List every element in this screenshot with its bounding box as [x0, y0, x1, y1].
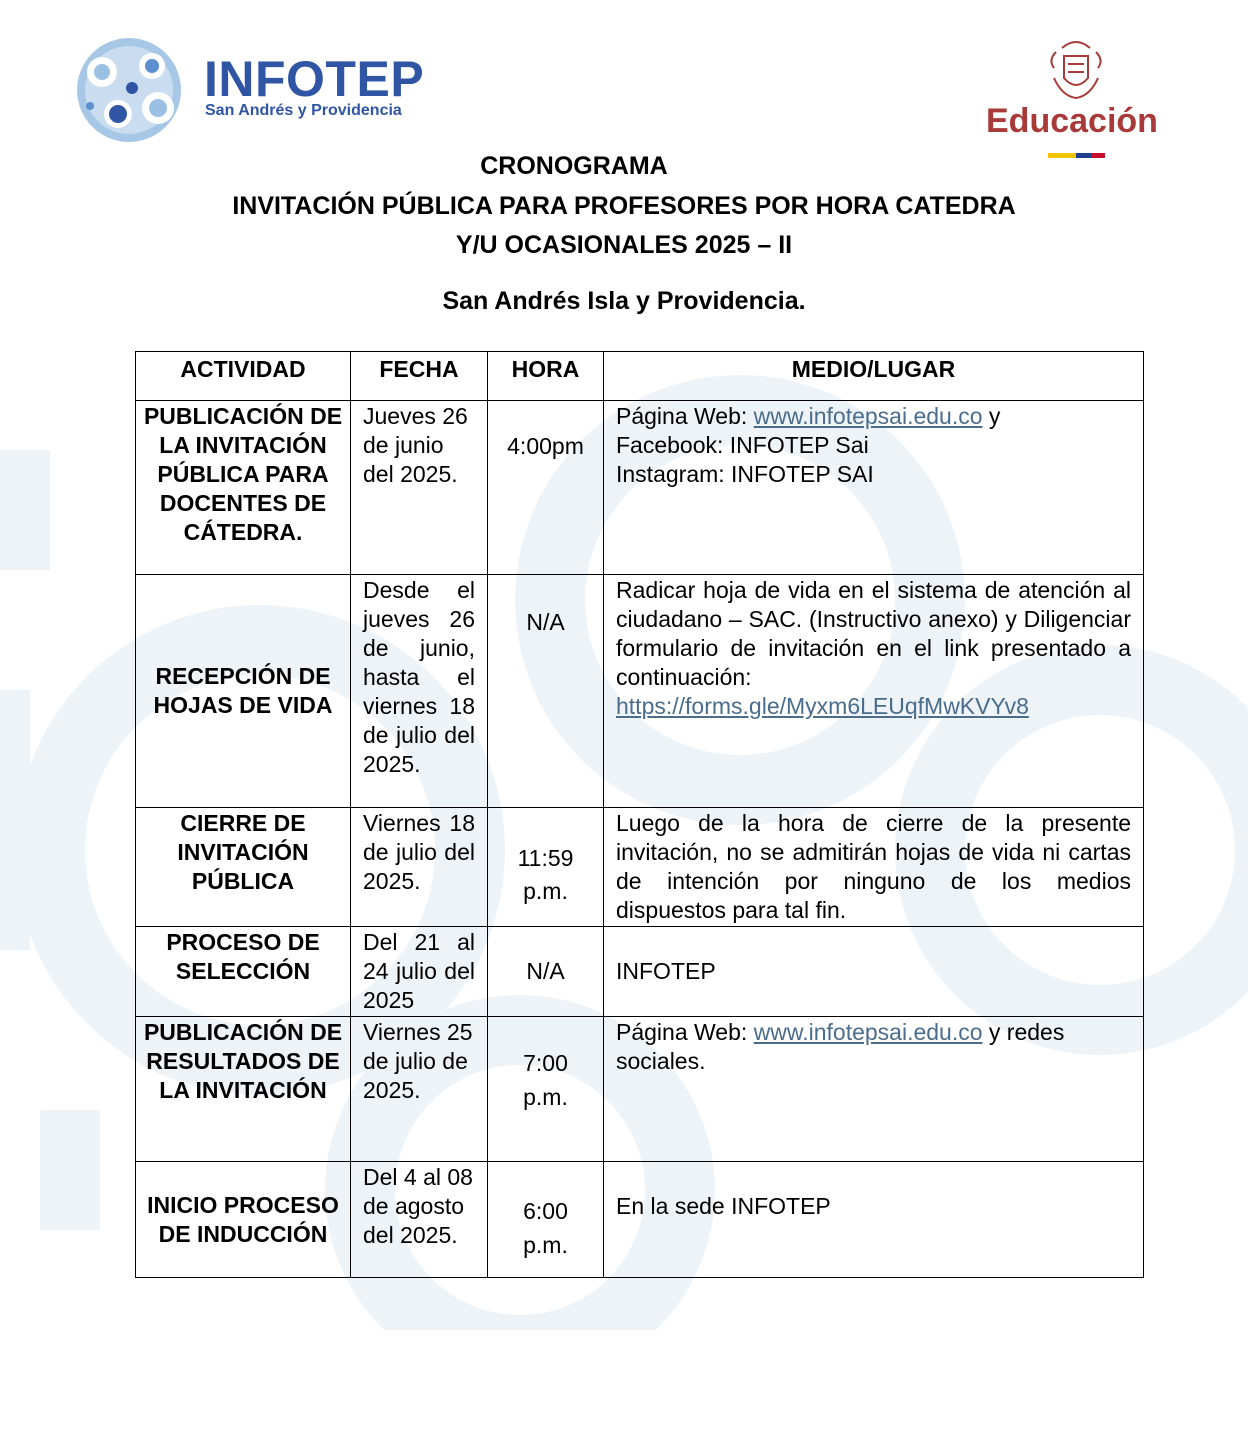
table-row — [136, 927, 1144, 1017]
cell-medio — [604, 1017, 1144, 1162]
cell-actividad: CIERRE DE INVITACIÓN PÚBLICA — [136, 808, 351, 927]
form-link[interactable]: https://forms.gle/Myxm6LEUqfMwKVYv8 — [616, 693, 1029, 719]
medio-text: INFOTEP — [616, 958, 716, 984]
medio-line — [616, 402, 1131, 431]
cell-fecha: Viernes 18 de julio del 2025. — [351, 808, 488, 927]
header-medio: MEDIO/LUGAR — [604, 352, 1144, 401]
medio-text: En la sede INFOTEP — [616, 1193, 831, 1219]
actividad-text: RECEPCIÓN DE HOJAS DE VIDA — [153, 663, 333, 718]
medio-facebook: Facebook: INFOTEP Sai — [616, 432, 869, 458]
actividad-text: INICIO PROCESO DE INDUCCIÓN — [147, 1191, 339, 1247]
cell-fecha: Jueves 26 de junio del 2025. — [351, 401, 488, 575]
table-header-row — [136, 352, 1144, 401]
cell-fecha: Viernes 25 de julio de 2025. — [351, 1017, 488, 1162]
cell-hora — [488, 1017, 604, 1162]
document-subtitle-line1: INVITACIÓN PÚBLICA PARA PROFESORES POR HORA CATEDRA — [232, 192, 1016, 220]
website-link[interactable]: www.infotepsai.edu.co — [753, 403, 983, 429]
cell-actividad: PUBLICACIÓN DE LA INVITACIÓN PÚBLICA PARA DOCENTES DE CÁTEDRA. — [136, 401, 351, 575]
cell-hora — [488, 401, 604, 575]
table-row — [136, 401, 1144, 575]
cell-medio — [604, 575, 1144, 808]
hora-line1: 7:00 — [523, 1050, 568, 1076]
medio-text: Radicar hoja de vida en el sistema de atención al ciudadano – SAC. (Instructivo anexo) y Diligenciar formulario de invitación en el link presentado a continuación: — [616, 577, 1131, 690]
cell-medio — [604, 401, 1144, 575]
medio-suffix: y — [982, 403, 1001, 429]
hora-text: N/A — [526, 609, 565, 635]
coat-of-arms-icon — [984, 34, 1184, 164]
cell-fecha: Del 21 al 24 julio del 2025 — [351, 927, 488, 1017]
cell-hora — [488, 575, 604, 808]
cell-hora — [488, 1162, 604, 1278]
infotep-logo-name: INFOTEP — [204, 51, 425, 107]
hora-text: N/A — [526, 958, 565, 984]
medio-prefix: Página Web: — [616, 403, 754, 429]
hora-line2: p.m. — [523, 878, 568, 904]
cell-medio — [604, 1162, 1144, 1278]
header-hora: HORA — [488, 352, 604, 401]
schedule-table — [135, 351, 1144, 1278]
document-title: CRONOGRAMA — [480, 152, 668, 180]
medio-instagram: Instagram: INFOTEP SAI — [616, 461, 874, 487]
hora-line1: 11:59 — [517, 845, 574, 871]
medio-suffix: y redes sociales. — [616, 1019, 1065, 1074]
educacion-logo-text: Educación — [986, 102, 1158, 140]
hora-line1: 6:00 — [523, 1198, 568, 1224]
table-row — [136, 575, 1144, 808]
header-actividad: ACTIVIDAD — [136, 352, 351, 401]
cell-actividad — [136, 1162, 351, 1278]
document-subtitle-line2: Y/U OCASIONALES 2025 – II — [455, 231, 793, 259]
document-location: San Andrés Isla y Providencia. — [442, 287, 806, 315]
hora-line2: p.m. — [523, 1232, 568, 1258]
cell-actividad — [136, 575, 351, 808]
cell-medio — [604, 927, 1144, 1017]
table-row — [136, 1017, 1144, 1162]
medio-prefix: Página Web: — [616, 1019, 754, 1045]
cell-actividad: PROCESO DE SELECCIÓN — [136, 927, 351, 1017]
cell-actividad: PUBLICACIÓN DE RESULTADOS DE LA INVITACIÓN — [136, 1017, 351, 1162]
cell-medio: Luego de la hora de cierre de la presente invitación, no se admitirán hojas de vida ni cartas de intención por ninguno de los medios dispuestos para tal fin. — [604, 808, 1144, 927]
cell-hora — [488, 808, 604, 927]
cell-fecha: Desde el jueves 26 de junio, hasta el viernes 18 de julio del 2025. — [351, 575, 488, 808]
header-fecha: FECHA — [351, 352, 488, 401]
hora-text: 4:00pm — [507, 433, 584, 459]
hora-line2: p.m. — [523, 1084, 568, 1110]
table-row — [136, 808, 1144, 927]
infotep-logo-subtitle: San Andrés y Providencia — [205, 102, 402, 119]
cell-hora — [488, 927, 604, 1017]
website-link[interactable]: www.infotepsai.edu.co — [753, 1019, 983, 1045]
cell-fecha: Del 4 al 08 de agosto del 2025. — [351, 1162, 488, 1278]
table-row — [136, 1162, 1144, 1278]
